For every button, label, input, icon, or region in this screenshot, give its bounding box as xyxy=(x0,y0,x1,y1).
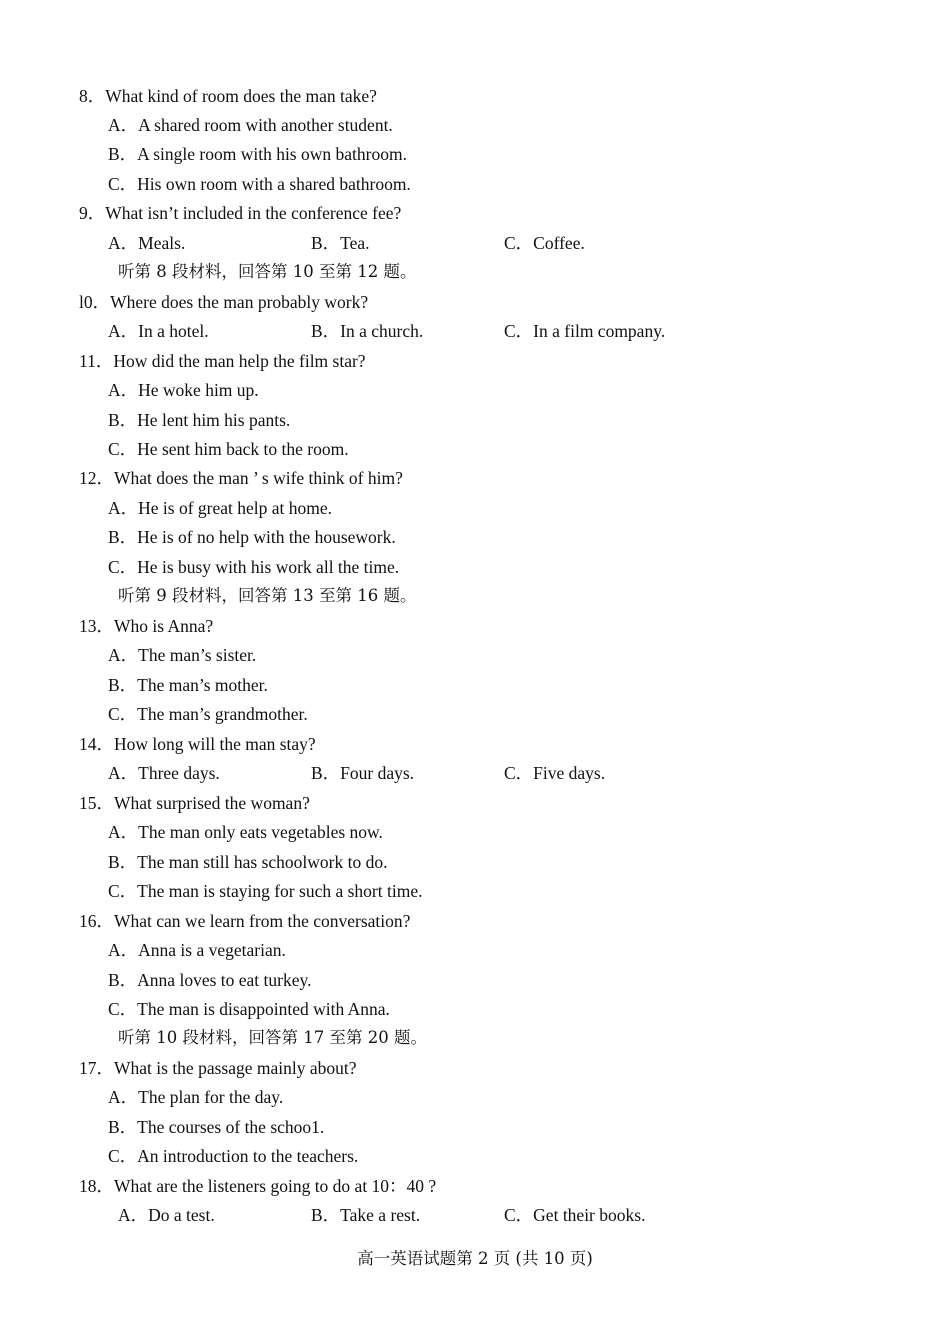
question-18: 18．What are the listeners going to do at 10：40 ? xyxy=(79,1176,437,1196)
option-9b: B．Tea. xyxy=(311,233,370,253)
question-15: 15．What surprised the woman? xyxy=(79,793,310,813)
section-instruction-9: 听第 9 段材料，回答第 13 至第 16 题。 xyxy=(118,586,417,605)
option-16c: C．The man is disappointed with Anna. xyxy=(108,999,390,1019)
page-footer: 高一英语试题第 2 页 (共 10 页) xyxy=(357,1249,593,1268)
option-14c: C．Five days. xyxy=(504,763,606,783)
option-17b: B．The courses of the schoo1. xyxy=(108,1117,325,1137)
option-13b: B．The man’s mother. xyxy=(108,675,268,695)
option-14b: B．Four days. xyxy=(311,763,415,783)
option-12c: C．He is busy with his work all the time. xyxy=(108,557,400,577)
question-9: 9．What isn’t included in the conference fee? xyxy=(79,203,402,223)
option-14a: A．Three days. xyxy=(108,763,220,783)
section-instruction-10: 听第 10 段材料，回答第 17 至第 20 题。 xyxy=(118,1028,427,1047)
option-13a: A．The man’s sister. xyxy=(108,645,257,665)
option-8c: C．His own room with a shared bathroom. xyxy=(108,174,411,194)
question-10: l0．Where does the man probably work? xyxy=(79,292,369,312)
option-8a: A．A shared room with another student. xyxy=(108,115,393,135)
option-17c: C．An introduction to the teachers. xyxy=(108,1146,359,1166)
question-11: 11．How did the man help the film star? xyxy=(79,351,366,371)
option-11b: B．He lent him his pants. xyxy=(108,410,291,430)
option-18a: A．Do a test. xyxy=(118,1205,215,1225)
option-15a: A．The man only eats vegetables now. xyxy=(108,822,383,842)
option-9c: C．Coffee. xyxy=(504,233,585,253)
option-9a: A．Meals. xyxy=(108,233,186,253)
option-15c: C．The man is staying for such a short time. xyxy=(108,881,423,901)
question-12: 12．What does the man ’ s wife think of him? xyxy=(79,468,403,488)
option-18c: C．Get their books. xyxy=(504,1205,646,1225)
option-12b: B．He is of no help with the housework. xyxy=(108,527,396,547)
section-instruction-8: 听第 8 段材料，回答第 10 至第 12 题。 xyxy=(118,262,417,281)
option-10a: A．In a hotel. xyxy=(108,321,209,341)
option-11a: A．He woke him up. xyxy=(108,380,259,400)
option-16a: A．Anna is a vegetarian. xyxy=(108,940,286,960)
option-16b: B．Anna loves to eat turkey. xyxy=(108,970,312,990)
option-12a: A．He is of great help at home. xyxy=(108,498,333,518)
question-8: 8．What kind of room does the man take? xyxy=(79,86,377,106)
option-17a: A．The plan for the day. xyxy=(108,1087,284,1107)
option-11c: C．He sent him back to the room. xyxy=(108,439,349,459)
option-10b: B．In a church. xyxy=(311,321,424,341)
option-10c: C．In a film company. xyxy=(504,321,666,341)
question-14: 14．How long will the man stay? xyxy=(79,734,316,754)
option-13c: C．The man’s grandmother. xyxy=(108,704,308,724)
question-13: 13．Who is Anna? xyxy=(79,616,214,636)
option-18b: B．Take a rest. xyxy=(311,1205,421,1225)
option-15b: B．The man still has schoolwork to do. xyxy=(108,852,388,872)
question-16: 16．What can we learn from the conversation? xyxy=(79,911,411,931)
question-17: 17．What is the passage mainly about? xyxy=(79,1058,357,1078)
option-8b: B．A single room with his own bathroom. xyxy=(108,144,407,164)
